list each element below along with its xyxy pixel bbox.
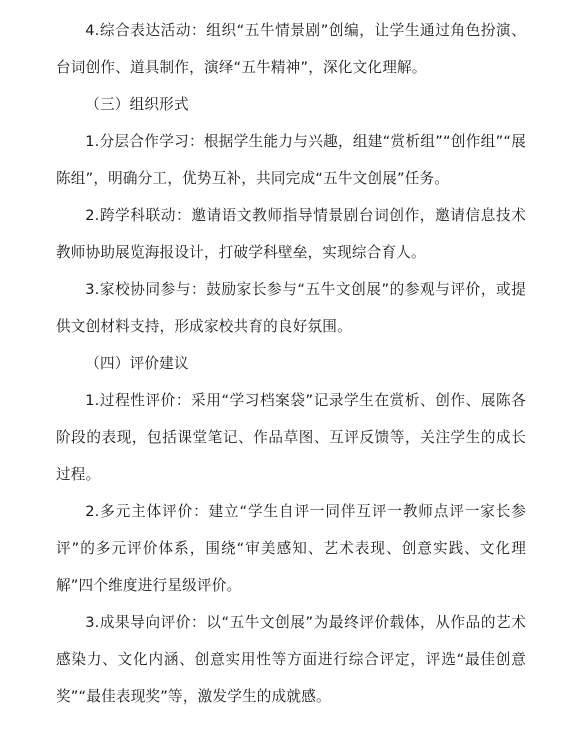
paragraph-evaluation-1: 1.过程性评价：采用“学习档案袋”记录学生在赏析、创作、展陈各阶段的表现，包括课堂笔记、作品草图、互评反馈等，关注学生的成长过程。 [56, 392, 526, 483]
paragraph-organization-1: 1.分层合作学习：根据学生能力与兴趣，组建“赏析组”“创作组”“展陈组”，明确分工，优势互补，共同完成“五牛文创展”任务。 [56, 133, 526, 187]
paragraph-organization-3: 3.家校协同参与：鼓励家长参与“五牛文创展”的参观与评价，或提供文创材料支持，形成家校共育的良好氛围。 [56, 281, 526, 335]
paragraph-organization-2: 2.跨学科联动：邀请语文教师指导情景剧台词创作，邀请信息技术教师协助展览海报设计，打破学科壁垒，实现综合育人。 [56, 207, 526, 261]
section-heading-evaluation: （四）评价建议 [85, 355, 189, 372]
document-body [56, 12, 526, 715]
paragraph-evaluation-3: 3.成果导向评价：以“五牛文创展”为最终评价载体，从作品的艺术感染力、文化内涵、创意实用性等方面进行综合评定，评选“最佳创意奖”“最佳表现奖”等，激发学生的成就感。 [56, 614, 526, 705]
paragraph-activity-4: 4.综合表达活动：组织“五牛情景剧”创编，让学生通过角色扮演、台词创作、道具制作，演绎“五牛精神”，深化文化理解。 [56, 22, 526, 76]
section-heading-organization: （三）组织形式 [85, 96, 189, 113]
paragraph-evaluation-2: 2.多元主体评价：建立“学生自评一同伴互评一教师点评一家长参评”的多元评价体系，围绕“审美感知、艺术表现、创意实践、文化理解”四个维度进行星级评价。 [56, 503, 526, 594]
